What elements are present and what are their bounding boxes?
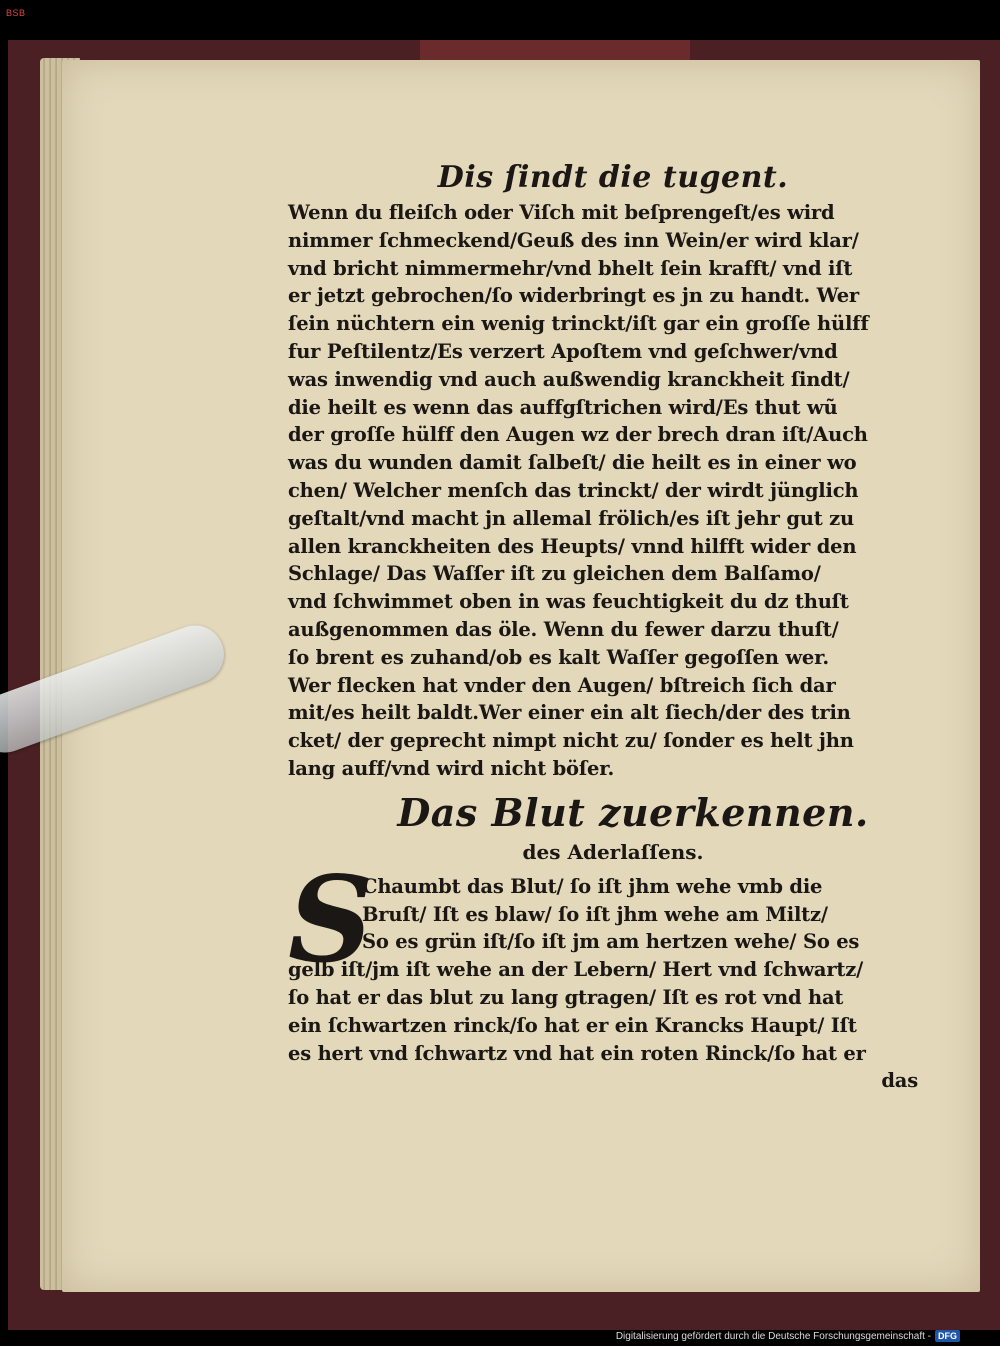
text-line: cket/ der geprecht nimpt nicht zu/ ſonder es helt jhn [288, 729, 854, 753]
text-line: es hert vnd ſchwartz vnd hat ein roten Rinck/ſo hat er [288, 1041, 866, 1065]
text-line: nimmer ſchmeckend/Geuß des inn Wein/er wird klar/ [288, 228, 859, 252]
text-line: vnd bricht nimmermehr/vnd bhelt ſein krafft/ vnd iſt [288, 256, 853, 280]
text-line: geſtalt/vnd macht jn allemal frölich/es iſt jehr gut zu [288, 506, 854, 530]
section-subheading: des Aderlaſſens. [522, 839, 704, 864]
text-line: mit/es heilt baldt.Wer einer ein alt ſiech/der des trin [288, 701, 851, 725]
book-cover-edge [420, 40, 690, 62]
text-line: was inwendig vnd auch außwendig kranckheit ſindt/ [288, 367, 850, 391]
text-line: fur Peſtilentz/Es verzert Apoſtem vnd geſchwer/vnd [288, 339, 838, 363]
drop-capital: S [288, 849, 374, 989]
text-line: Schlage/ Das Waſſer iſt zu gleichen dem Balſamo/ [288, 562, 821, 586]
dfg-logo: DFG [935, 1330, 960, 1342]
paragraph-virtues [288, 199, 938, 783]
text-line: vnd ſchwimmet oben in was feuchtigkeit du dz thuſt [288, 590, 849, 614]
text-line: Chaumbt das Blut/ ſo iſt jhm wehe vmb die [362, 874, 823, 898]
text-line: Bruſt/ Iſt es blaw/ ſo iſt jhm wehe am Miltz/ [362, 902, 828, 926]
text-line: ſein nüchtern ein wenig trinckt/iſt gar ein groſſe hülff [288, 312, 869, 336]
page-text [288, 160, 938, 1095]
text-line: er jetzt gebrochen/ſo widerbringt es jn zu handt. Wer [288, 284, 859, 308]
section-heading: Dis ſindt die tugent. [437, 160, 789, 195]
text-line: der groſſe hülff den Augen wz der brech dran iſt/Auch [288, 423, 868, 447]
text-line: was du wunden damit ſalbeſt/ die heilt es in einer wo [288, 451, 857, 475]
text-line: außgenommen das öle. Wenn du fewer darzu thuſt/ [288, 617, 839, 641]
text-line: Wenn du fleiſch oder Viſch mit beſprengeſt/es wird [288, 201, 835, 224]
footer-text: Digitalisierung gefördert durch die Deutsche Forschungsgemeinschaft - [615, 1330, 931, 1342]
text-line: lang auff/vnd wird nicht böſer. [288, 756, 615, 780]
digitization-footer [616, 1330, 960, 1342]
library-mark: BSB [6, 8, 26, 18]
text-line: So es grün iſt/ſo iſt jm am hertzen wehe/ So es [362, 930, 860, 954]
text-line: Wer flecken hat vnder den Augen/ bſtreich ſich dar [288, 673, 836, 697]
text-line: die heilt es wenn das auffgſtrichen wird/Es thut wũ [288, 395, 838, 419]
text-line: chen/ Welcher menſch das trinckt/ der wirdt jünglich [288, 478, 859, 502]
text-line: ſo brent es zuhand/ob es kalt Waſſer gegoſſen wer. [288, 645, 829, 669]
catchword: das [881, 1069, 918, 1093]
text-line: allen kranckheiten des Heupts/ vnnd hilfft wider den [288, 534, 857, 558]
text-line: gelb iſt/jm iſt wehe an der Lebern/ Hert vnd ſchwartz/ [288, 958, 864, 982]
text-line: ſo hat er das blut zu lang gtragen/ Iſt es rot vnd hat [288, 985, 844, 1009]
section-heading-blood: Das Blut zuerkennen. [397, 789, 869, 835]
text-line: ein ſchwartzen rinck/ſo hat er ein Krancks Haupt/ Iſt [288, 1013, 857, 1037]
